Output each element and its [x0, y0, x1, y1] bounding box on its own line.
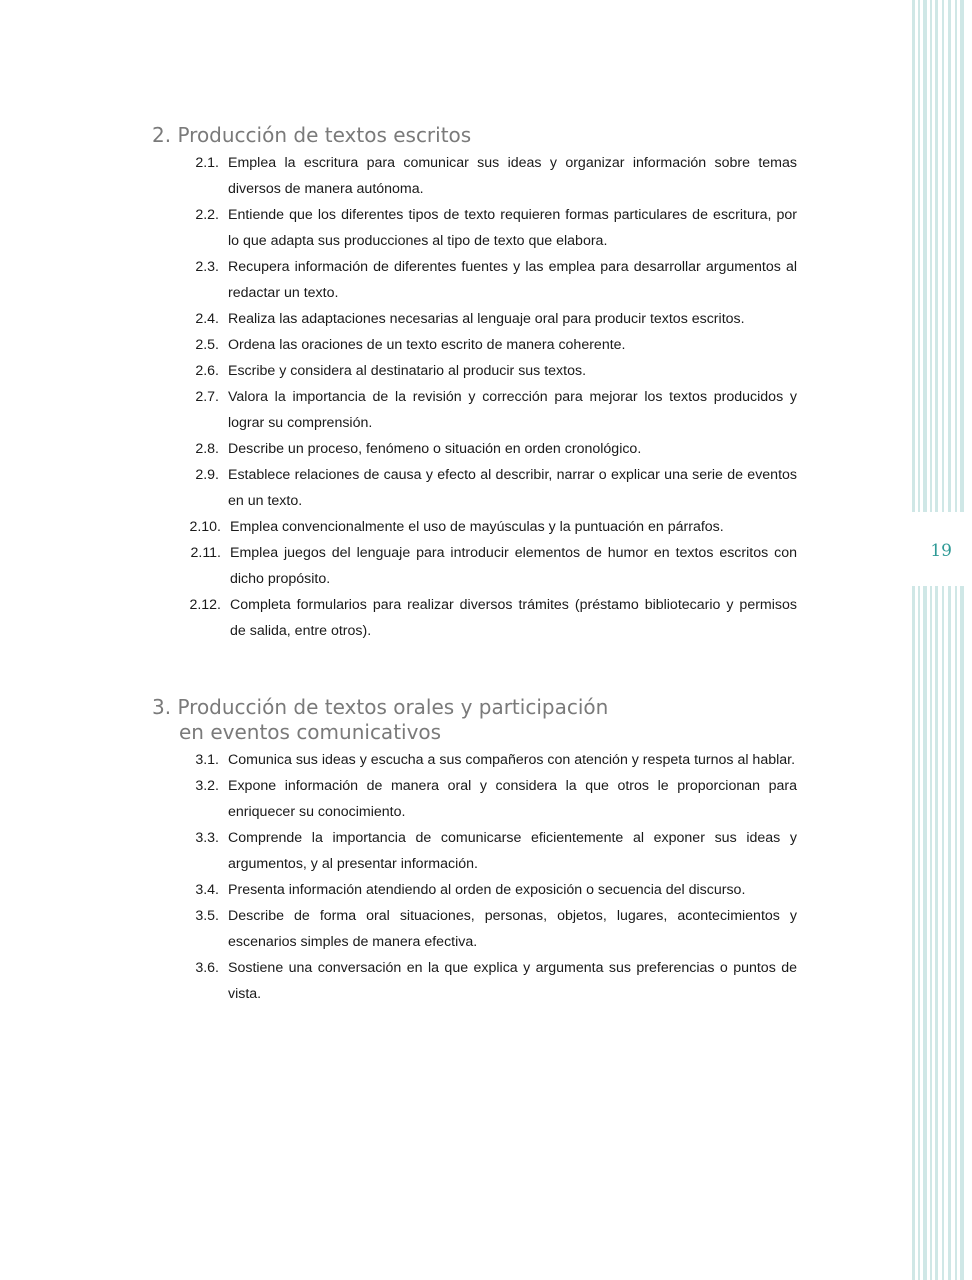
section-title-text: Producción de textos orales y participación	[177, 695, 609, 719]
item-number: 2.12.	[189, 597, 221, 613]
stripe-line	[923, 0, 927, 512]
item-text: Establece relaciones de causa y efecto al describir, narrar o explicar una serie de eventos en un texto.	[228, 467, 797, 509]
item-text: Presenta información atendiendo al orden de exposición o secuencia del discurso.	[228, 882, 746, 898]
item-text: Realiza las adaptaciones necesarias al lenguaje oral para producir textos escritos.	[228, 311, 745, 327]
section-produccion-textos-orales	[152, 695, 797, 1007]
item-text: Emplea la escritura para comunicar sus ideas y organizar información sobre temas diversos de manera autónoma.	[228, 155, 797, 197]
section-title	[152, 695, 797, 745]
stripe-line	[930, 0, 932, 512]
item-number: 3.6.	[195, 960, 219, 976]
decorative-stripes-bottom	[912, 586, 972, 1280]
list-item	[152, 254, 797, 306]
section-title	[152, 123, 797, 148]
list-item	[152, 592, 797, 644]
item-number: 3.5.	[195, 908, 219, 924]
stripe-line	[918, 0, 920, 512]
item-text: Expone información de manera oral y considera la que otros le proporcionan para enriquecer su conocimiento.	[228, 778, 797, 820]
item-number: 2.11.	[190, 545, 221, 561]
stripe-line	[935, 586, 938, 1280]
list-item	[152, 306, 797, 332]
item-text: Emplea juegos del lenguaje para introducir elementos de humor en textos escritos con dicho propósito.	[230, 545, 797, 587]
section-number: 2.	[152, 123, 172, 147]
stripe-line	[918, 586, 920, 1280]
item-text: Valora la importancia de la revisión y corrección para mejorar los textos producidos y lograr su comprensión.	[228, 389, 797, 431]
item-text: Describe de forma oral situaciones, personas, objetos, lugares, acontecimientos y escenarios simples de manera efectiva.	[228, 908, 797, 950]
item-text: Emplea convencionalmente el uso de mayúsculas y la puntuación en párrafos.	[230, 519, 724, 535]
item-number: 2.6.	[195, 363, 219, 379]
stripe-line	[955, 0, 957, 512]
item-text: Recupera información de diferentes fuentes y las emplea para desarrollar argumentos al redactar un texto.	[228, 259, 797, 301]
stripe-line	[960, 586, 964, 1280]
item-text: Escribe y considera al destinatario al producir sus textos.	[228, 363, 587, 379]
item-number: 2.8.	[195, 441, 219, 457]
item-number: 3.2.	[195, 778, 219, 794]
item-text: Completa formularios para realizar diversos trámites (préstamo bibliotecario y permisos de salida, entre otros).	[230, 597, 797, 639]
item-text: Describe un proceso, fenómeno o situación en orden cronológico.	[228, 441, 642, 457]
page-number: 19	[930, 541, 952, 561]
item-number: 2.10.	[189, 519, 221, 535]
list-item	[152, 903, 797, 955]
item-list	[152, 747, 797, 1007]
list-item	[152, 955, 797, 1007]
list-item	[152, 202, 797, 254]
stripe-line	[912, 0, 915, 512]
item-number: 3.1.	[195, 752, 219, 768]
list-item	[152, 150, 797, 202]
item-text: Ordena las oraciones de un texto escrito de manera coherente.	[228, 337, 626, 353]
item-number: 2.5.	[195, 337, 219, 353]
list-item	[152, 384, 797, 436]
list-item	[152, 540, 797, 592]
stripe-line	[960, 0, 964, 512]
stripe-line	[955, 586, 957, 1280]
stripe-line	[912, 586, 915, 1280]
item-number: 2.9.	[195, 467, 219, 483]
item-text: Comprende la importancia de comunicarse eficientemente al exponer sus ideas y argumentos, y al presentar información.	[228, 830, 797, 872]
item-number: 2.2.	[195, 207, 219, 223]
list-item	[152, 358, 797, 384]
item-number: 2.4.	[195, 311, 219, 327]
stripe-line	[948, 0, 951, 512]
list-item	[152, 773, 797, 825]
item-number: 2.1.	[195, 155, 219, 171]
item-number: 3.4.	[195, 882, 219, 898]
list-item	[152, 877, 797, 903]
list-item	[152, 514, 797, 540]
item-text: Comunica sus ideas y escucha a sus compañeros con atención y respeta turnos al hablar.	[228, 752, 796, 768]
stripe-line	[935, 0, 938, 512]
section-number: 3.	[152, 695, 172, 719]
list-item	[152, 825, 797, 877]
item-list	[152, 150, 797, 644]
section-title-text: Producción de textos escritos	[177, 123, 472, 147]
item-text: Entiende que los diferentes tipos de texto requieren formas particulares de escritura, por lo que adapta sus producciones al tipo de texto que elabora.	[228, 207, 797, 249]
section-title-continuation: en eventos comunicativos	[179, 720, 442, 744]
stripe-line	[923, 586, 927, 1280]
stripe-line	[942, 0, 944, 512]
section-produccion-textos-escritos	[152, 123, 797, 644]
stripe-line	[942, 586, 944, 1280]
item-number: 2.7.	[195, 389, 219, 405]
stripe-line	[930, 586, 932, 1280]
list-item	[152, 462, 797, 514]
decorative-stripes-top	[912, 0, 972, 512]
stripe-line	[948, 586, 951, 1280]
item-text: Sostiene una conversación en la que explica y argumenta sus preferencias o puntos de vista.	[228, 960, 797, 1002]
item-number: 2.3.	[195, 259, 219, 275]
list-item	[152, 747, 797, 773]
list-item	[152, 436, 797, 462]
list-item	[152, 332, 797, 358]
item-number: 3.3.	[195, 830, 219, 846]
